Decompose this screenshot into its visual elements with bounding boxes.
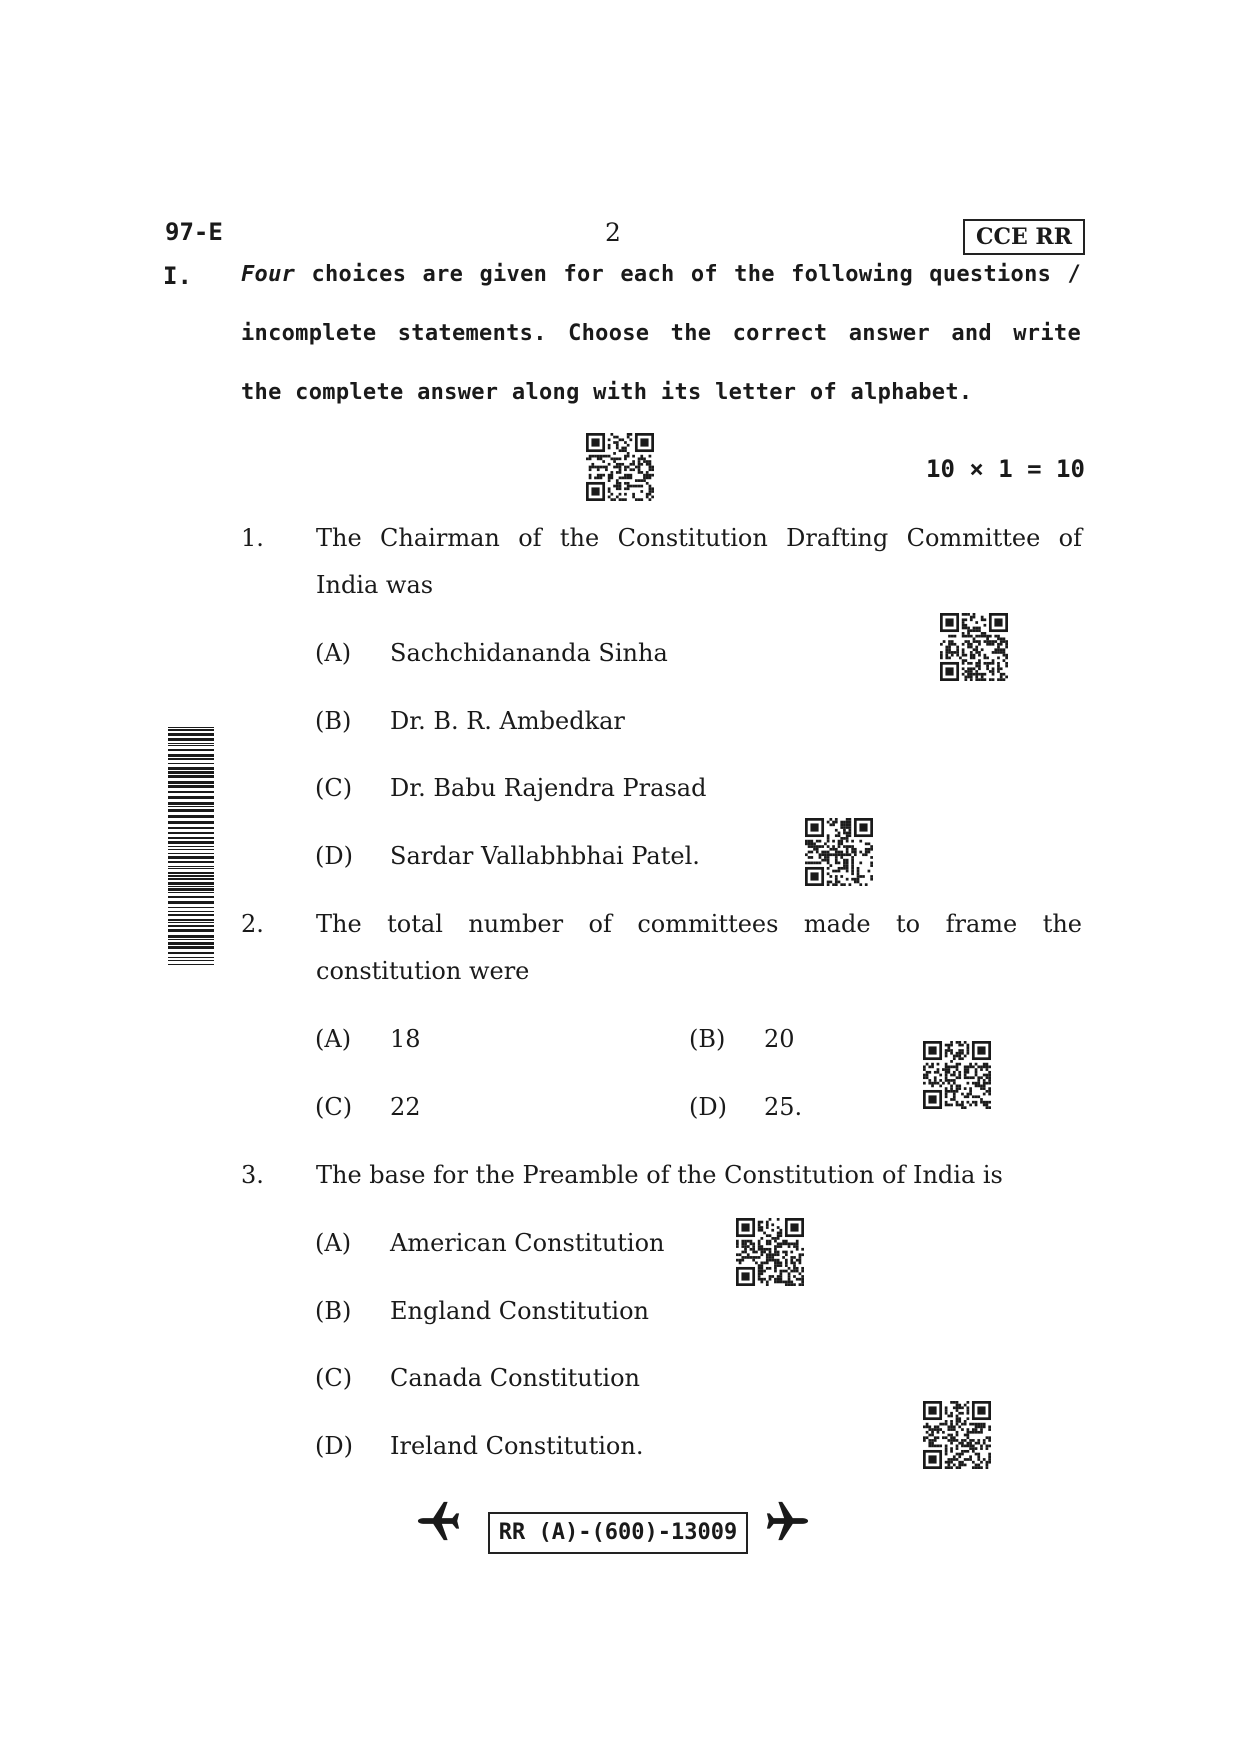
option-label: (C) <box>315 774 353 802</box>
qr-code-icon <box>586 433 654 501</box>
option-text: Sardar Vallabhbhai Patel. <box>390 842 700 870</box>
option-text: 22 <box>390 1093 421 1121</box>
option-text: Dr. B. R. Ambedkar <box>390 707 625 735</box>
option-label: (B) <box>315 1297 352 1325</box>
option-text: 20 <box>764 1025 795 1053</box>
option-text: England Constitution <box>390 1297 650 1325</box>
instruction-line-3: the complete answer along with its letter of alphabet. <box>241 380 973 405</box>
series-box: CCE RR <box>963 219 1085 255</box>
option-text: 25. <box>764 1093 803 1121</box>
option-label: (D) <box>315 1432 353 1460</box>
instruction-emphasis: Four <box>241 262 296 287</box>
qr-code-icon <box>940 613 1008 681</box>
option-label: (D) <box>315 842 353 870</box>
paper-code: 97-E <box>165 218 223 246</box>
option-text: Dr. Babu Rajendra Prasad <box>390 774 707 802</box>
question-text-line: constitution were <box>316 957 530 985</box>
option-label: (C) <box>315 1093 353 1121</box>
qr-code-icon <box>923 1401 991 1469</box>
marks-allocation: 10 × 1 = 10 <box>926 455 1085 483</box>
option-label: (B) <box>689 1025 726 1053</box>
barcode-icon <box>168 727 214 969</box>
option-label: (D) <box>689 1093 727 1121</box>
question-number: 3. <box>241 1161 264 1189</box>
qr-code-icon <box>923 1041 991 1109</box>
instruction-line-1-rest: choices are given for each of the following questions / <box>295 262 1081 287</box>
section-number: I. <box>163 262 192 290</box>
option-label: (C) <box>315 1364 353 1392</box>
question-text-line: The Chairman of the Constitution Drafting Committee of <box>316 524 1082 552</box>
option-label: (B) <box>315 707 352 735</box>
option-text: Ireland Constitution. <box>390 1432 644 1460</box>
question-text-line: India was <box>316 571 434 599</box>
option-text: American Constitution <box>390 1229 665 1257</box>
page-number: 2 <box>605 218 621 247</box>
option-text: 18 <box>390 1025 421 1053</box>
qr-code-icon <box>805 818 873 886</box>
airplane-icon <box>416 1498 462 1544</box>
question-text-line: The base for the Preamble of the Constitution of India is <box>316 1161 1003 1189</box>
airplane-icon <box>764 1498 810 1544</box>
option-text: Sachchidananda Sinha <box>390 639 668 667</box>
option-text: Canada Constitution <box>390 1364 640 1392</box>
footer-code-box: RR (A)-(600)-13009 <box>488 1512 748 1554</box>
option-label: (A) <box>315 1229 352 1257</box>
option-label: (A) <box>315 1025 352 1053</box>
instruction-line-2: incomplete statements. Choose the correct answer and write <box>241 321 1081 346</box>
option-label: (A) <box>315 639 352 667</box>
question-text-line: The total number of committees made to frame the <box>316 910 1082 938</box>
qr-code-icon <box>736 1218 804 1286</box>
question-number: 1. <box>241 524 264 552</box>
instruction-line-1 <box>241 262 1081 287</box>
question-number: 2. <box>241 910 264 938</box>
